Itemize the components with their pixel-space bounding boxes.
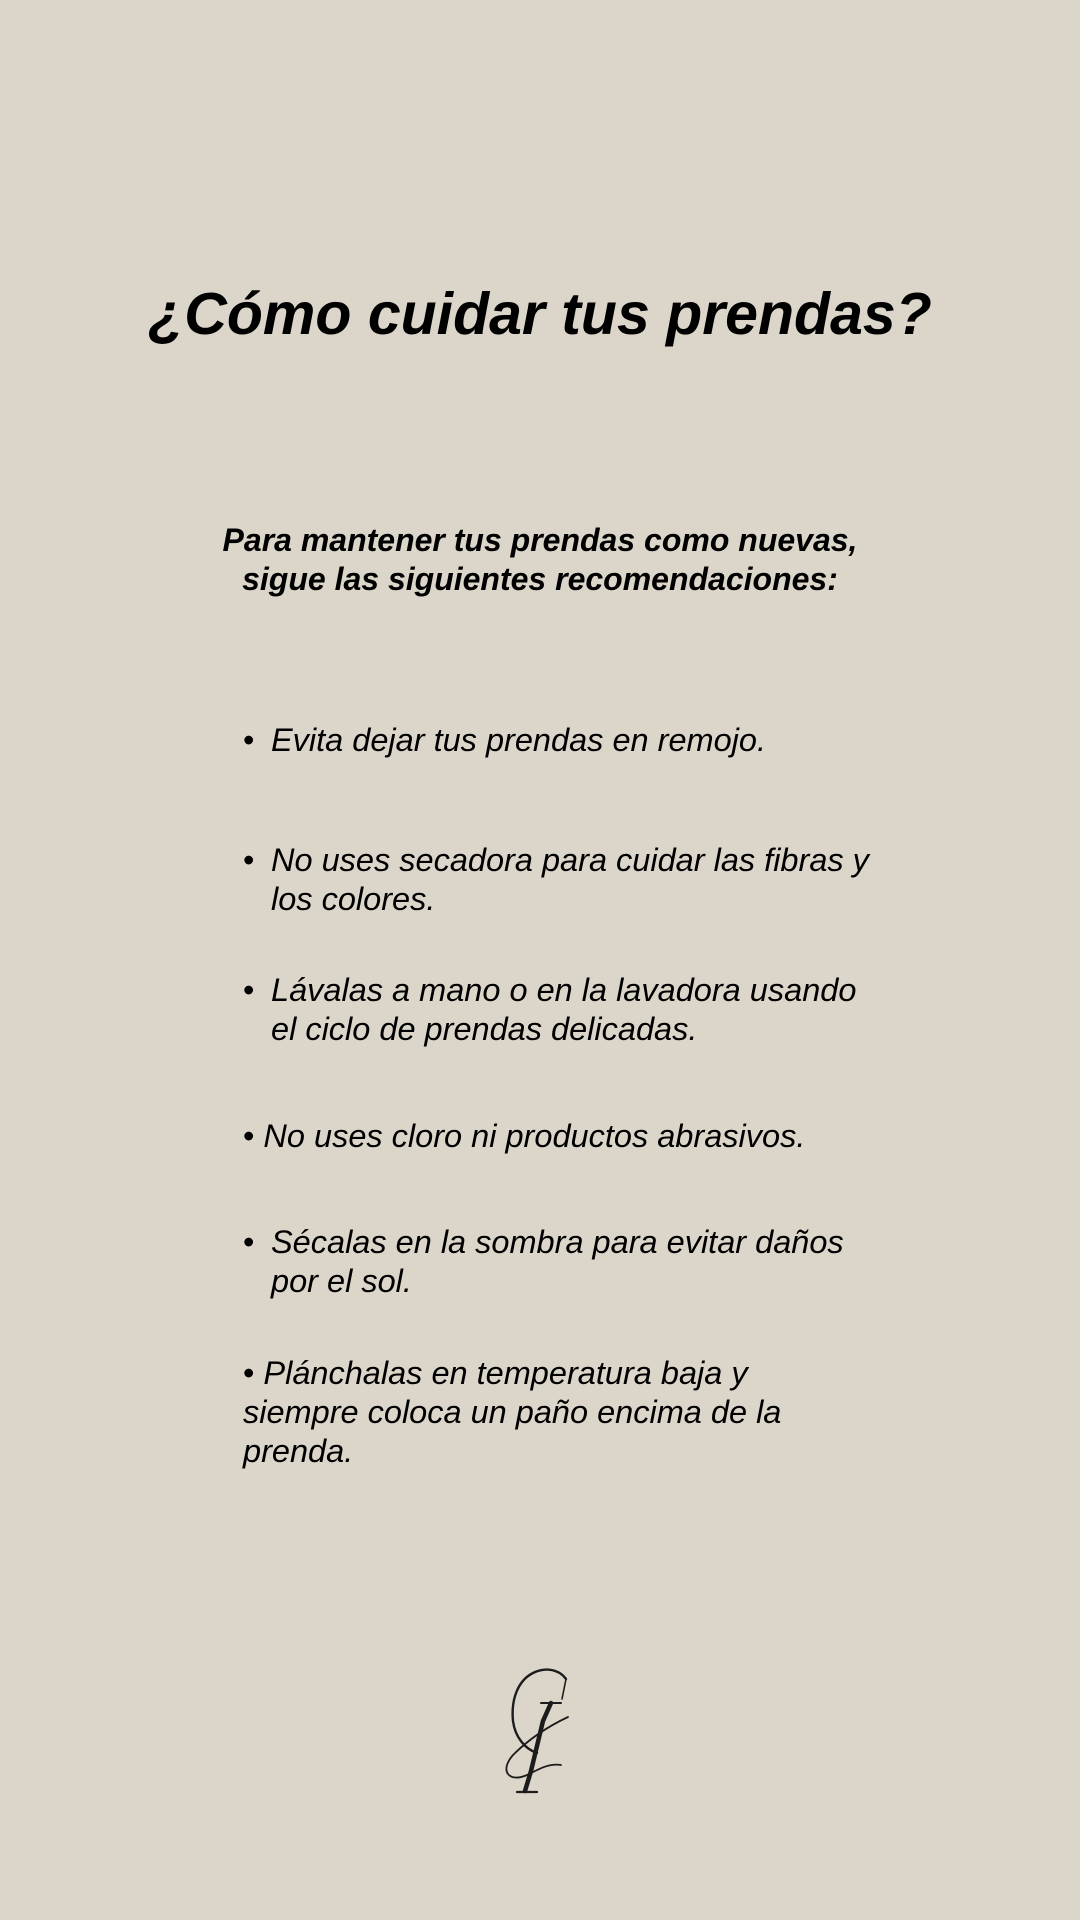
care-tip-item <box>243 841 871 919</box>
bullet-icon: • <box>243 722 255 758</box>
care-tip-text: Evita dejar tus prendas en remojo. <box>271 722 766 758</box>
page-title: ¿Cómo cuidar tus prendas? <box>148 281 932 347</box>
care-tip-item <box>243 721 871 760</box>
care-tip-text: Sécalas en la sombra para evitar daños por el sol. <box>271 1224 844 1299</box>
care-tip-item <box>243 1223 871 1301</box>
bullet-icon: • <box>243 1224 255 1260</box>
care-tip-text: No uses secadora para cuidar las fibras y los colores. <box>271 842 869 917</box>
bullet-icon: • <box>243 1355 255 1391</box>
intro-line-2: sigue las siguientes recomendaciones: <box>242 561 838 597</box>
care-tip-text: No uses cloro ni productos abrasivos. <box>263 1118 806 1154</box>
care-tip-item <box>243 1117 863 1156</box>
care-tip-text: Plánchalas en temperatura baja y siempre coloca un paño encima de la prenda. <box>243 1355 782 1469</box>
bullet-icon: • <box>243 842 255 878</box>
care-tip-text: Lávalas a mano o en la lavadora usando el ciclo de prendas delicadas. <box>271 972 857 1047</box>
intro-text <box>140 521 940 599</box>
care-tip-item <box>243 971 871 1049</box>
care-tip-item <box>243 1354 843 1471</box>
monogram-logo-icon <box>473 1665 607 1797</box>
intro-line-1: Para mantener tus prendas como nuevas, <box>222 522 858 558</box>
bullet-icon: • <box>243 1118 255 1154</box>
bullet-icon: • <box>243 972 255 1008</box>
